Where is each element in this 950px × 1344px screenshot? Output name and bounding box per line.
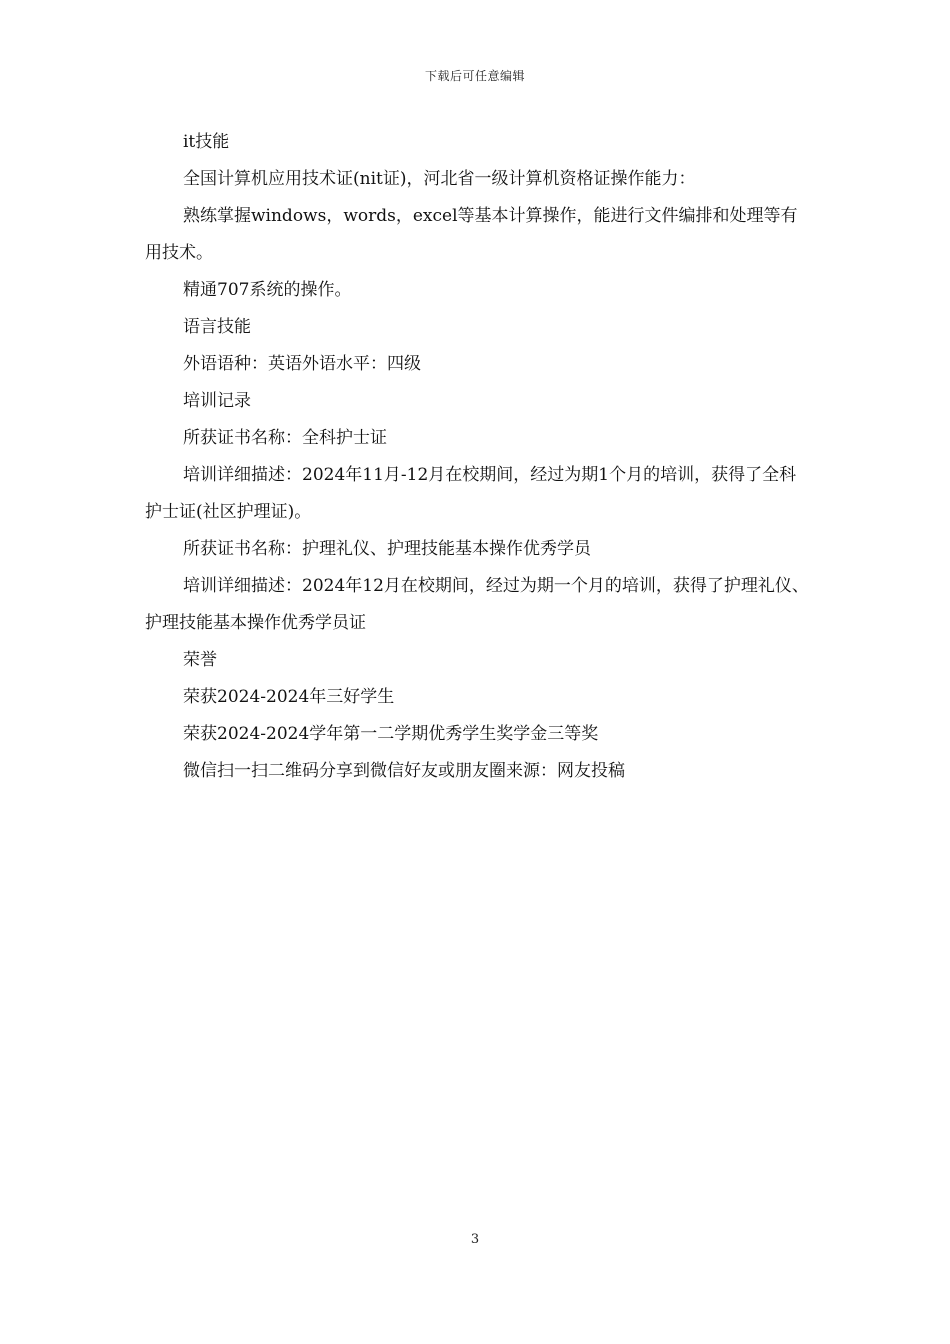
section-heading-honors: 荣誉 bbox=[183, 650, 217, 670]
section-heading-training: 培训记录 bbox=[183, 391, 251, 411]
paragraph-language-level: 外语语种：英语外语水平：四级 bbox=[183, 354, 421, 374]
page-number: 3 bbox=[470, 1232, 480, 1247]
page-header: 下载后可任意编辑 bbox=[424, 69, 525, 83]
section-heading-it-skills: it技能 bbox=[183, 132, 230, 152]
paragraph-707-system: 精通707系统的操作。 bbox=[183, 280, 352, 300]
paragraph-share-source: 微信扫一扫二维码分享到微信好友或朋友圈来源：网友投稿 bbox=[183, 761, 625, 781]
paragraph-training-detail-2: 培训详细描述：2024年12月在校期间，经过为期一个月的培训，获得了护理礼仪、护理技能基本操作优秀学员证 bbox=[145, 576, 809, 633]
paragraph-computer-skills: 熟练掌握windows，words，excel等基本计算操作，能进行文件编排和处理等有用技术。 bbox=[145, 206, 798, 263]
paragraph-training-detail-1: 培训详细描述：2024年11月-12月在校期间，经过为期1个月的培训，获得了全科护士证(社区护理证)。 bbox=[145, 465, 797, 522]
document-body bbox=[145, 124, 810, 790]
paragraph-honor-2: 荣获2024-2024学年第一二学期优秀学生奖学金三等奖 bbox=[183, 724, 599, 744]
paragraph-honor-1: 荣获2024-2024年三好学生 bbox=[183, 687, 395, 707]
section-heading-language-skills: 语言技能 bbox=[183, 317, 251, 337]
paragraph-certificates: 全国计算机应用技术证(nit证)，河北省一级计算机资格证操作能力： bbox=[183, 169, 696, 189]
paragraph-certificate-name-2: 所获证书名称：护理礼仪、护理技能基本操作优秀学员 bbox=[183, 539, 591, 559]
paragraph-certificate-name-1: 所获证书名称：全科护士证 bbox=[183, 428, 387, 448]
